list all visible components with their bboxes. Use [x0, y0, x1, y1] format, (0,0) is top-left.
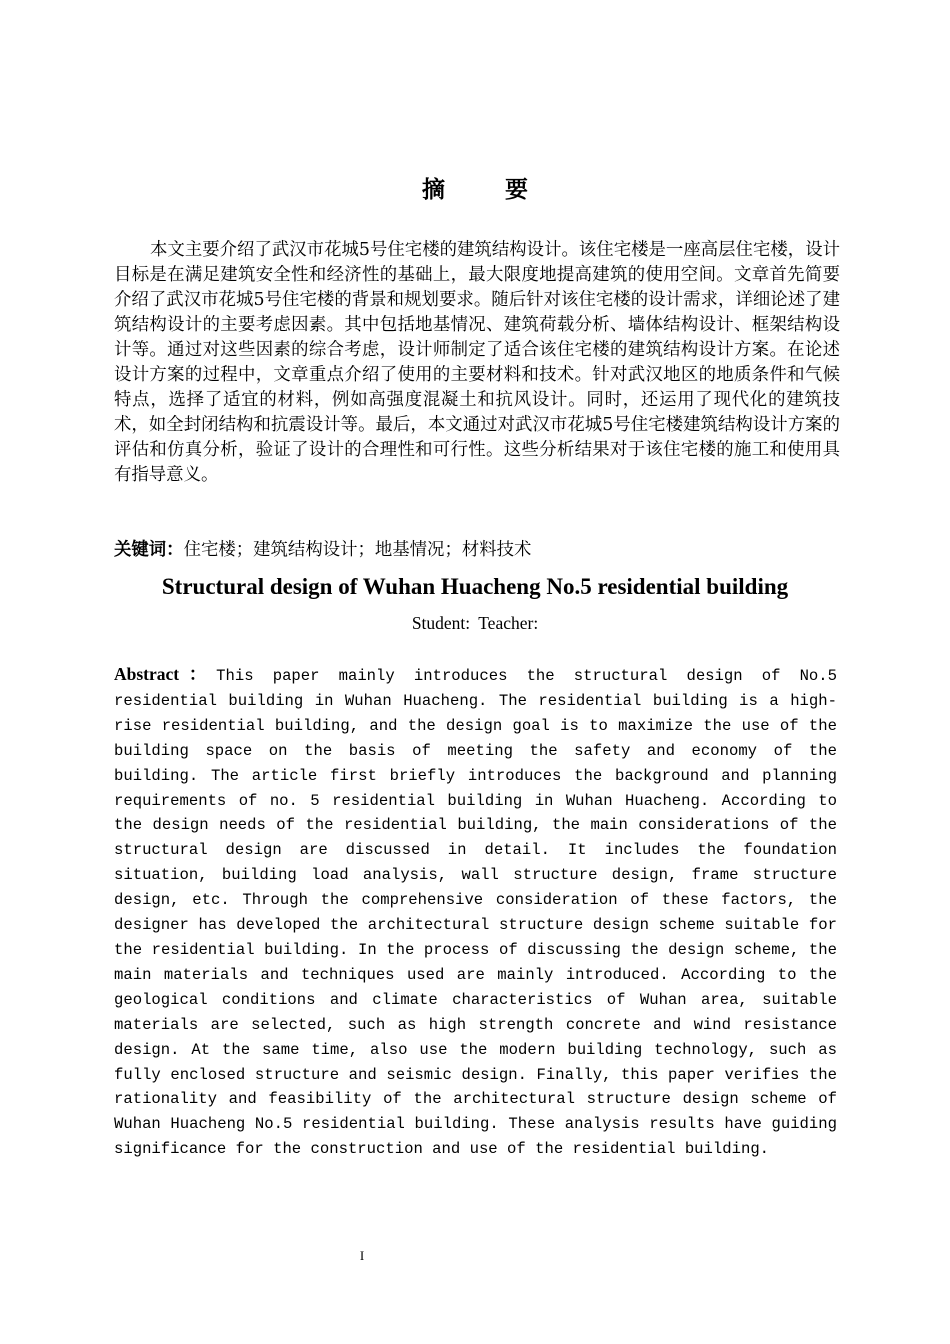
author-line: Student: Teacher: — [411, 613, 539, 633]
keywords-value: 住宅楼；建筑结构设计；地基情况；材料技术 — [183, 540, 532, 560]
page-number: I — [359, 1248, 365, 1263]
english-title: Structural design of Wuhan Huacheng No.5 residential building — [161, 574, 789, 599]
keywords-label: 关键词： — [114, 540, 184, 560]
abstract-heading: 摘 要 — [421, 177, 554, 203]
english-abstract — [114, 662, 837, 1162]
chinese-keywords — [114, 538, 840, 563]
chinese-abstract-body: 本文主要介绍了武汉市花城5号住宅楼的建筑结构设计。该住宅楼是一座高层住宅楼，设计目标是在满足建筑安全性和经济性的基础上，最大限度地提高建筑的使用空间。文章首先简要介绍了武汉市花城5号住宅楼的背景和规划要求。随后针对该住宅楼的设计需求，详细论述了建筑结构设计的主要考虑因素。其中包括地基情况、建筑荷载分析、墙体结构设计、框架结构设计等。通过对这些因素的综合考虑，设计师制定了适合该住宅楼的建筑结构设计方案。在论述设计方案的过程中，文章重点介绍了使用的主要材料和技术。针对武汉地区的地质条件和气候特点，选择了适宜的材料，例如高强度混凝土和抗风设计。同时，还运用了现代化的建筑技术，如全封闭结构和抗震设计等。最后，本文通过对武汉市花城5号住宅楼建筑结构设计方案的评估和仿真分析，验证了设计的合理性和可行性。这些分析结果对于该住宅楼的施工和使用具有指导意义。 — [114, 240, 840, 485]
english-abstract-body: This paper mainly introduces the structural design of No.5 residential building in Wuhan Huacheng. The residential building is a high-rise residential building, and the design goal is to maximize the use of the building space on the basis of meeting the safety and economy of the building. The article first briefly introduces the background and planning requirements of no. 5 residential building in Wuhan Huacheng. According to the design needs of the residential building, the main considerations of the structural design are discussed in detail. It includes the foundation situation, building load analysis, wall structure design, frame structure design, etc. Through the comprehensive consideration of these factors, the designer has developed the architectural structure design scheme suitable for the residential building. In the process of discussing the design scheme, the main materials and techniques used are mainly introduced. According to the geological conditions and climate characteristics of Wuhan area, suitable materials are selected, such as high strength concrete and wind resistance design. At the same time, also use the modern building technology, such as fully enclosed structure and seismic design. Finally, this paper verifies the rationality and feasibility of the architectural structure design scheme of Wuhan Huacheng No.5 residential building. These analysis results have guiding significance for the construction and use of the residential building. — [114, 667, 837, 1159]
abstract-label: Abstract： — [114, 664, 217, 684]
